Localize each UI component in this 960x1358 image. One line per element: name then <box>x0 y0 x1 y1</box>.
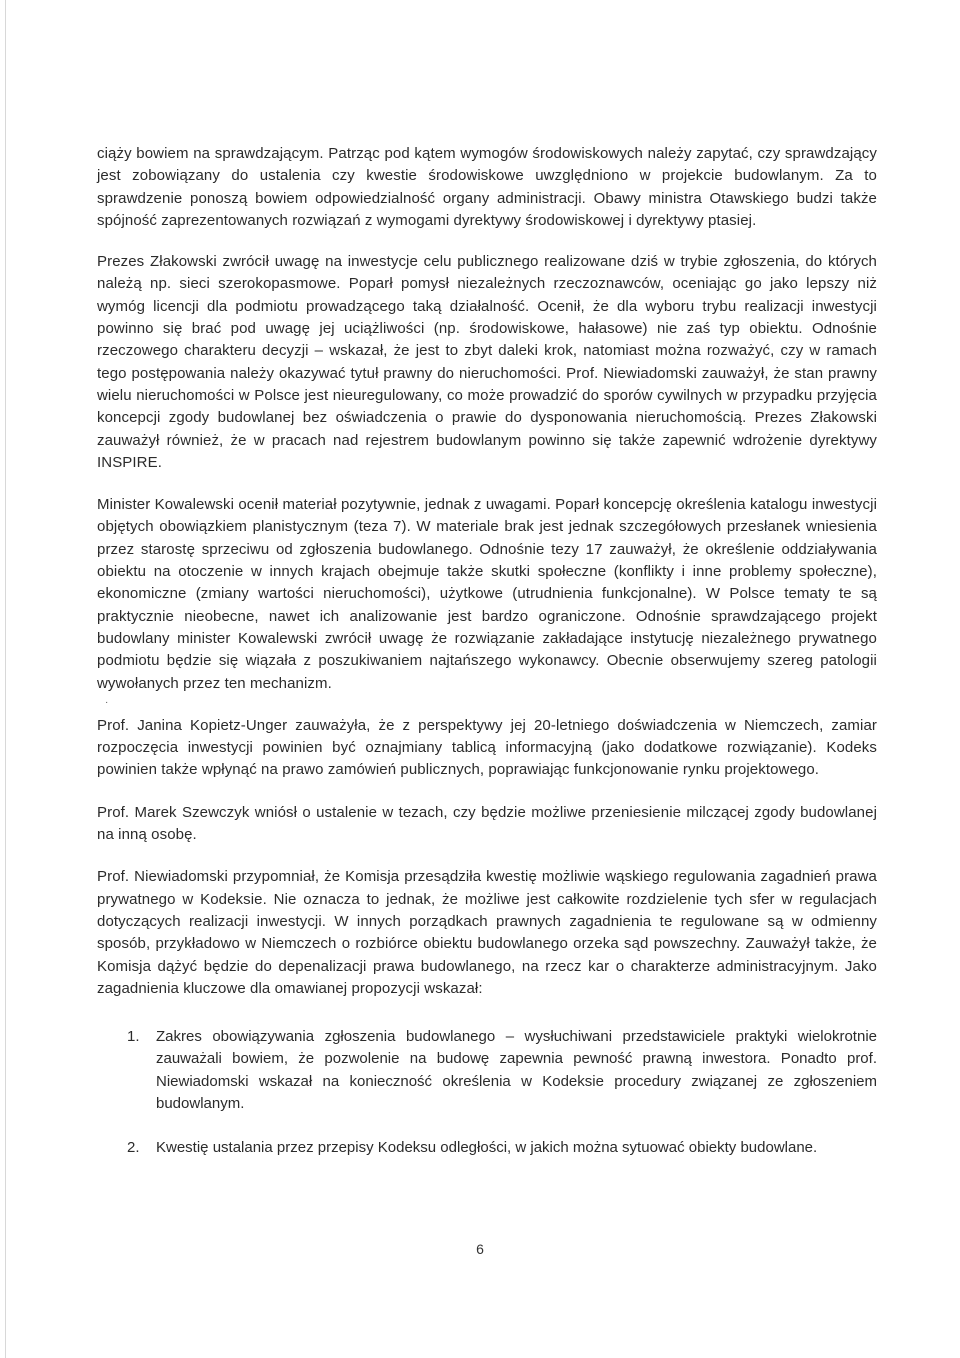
stray-mark-glyph: · <box>105 696 109 708</box>
list-item-number: 2. <box>127 1139 140 1157</box>
list-item <box>97 1137 877 1159</box>
paragraph-5: Prof. Marek Szewczyk wniósł o ustalenie w tezach, czy będzie możliwe przeniesienie milczącej zgody budowlanej na inną osobę. <box>97 803 877 844</box>
paragraph-2: Prezes Złakowski zwrócił uwagę na inwestycje celu publicznego realizowane dziś w trybie zgłoszenia, do których należą np. sieci szerokopasmowe. Poparł pomysł niezależnych rzeczoznawców, oceniając go jako lepszy niż wymóg licencji dla podmiotu prowadzącego taką działalność. Ocenił, że dla wyboru trybu realizacji inwestycji powinno się brać pod uwagę jej uciążliwości (np. środowiskowe, hałasowe) nie zaś typ obiektu. Odnośnie rzeczowego charakteru decyzji – wskazał, że jest to zbyt daleki krok, natomiast można rozważyć, czy w ramach tego postępowania należy okazywać tytuł prawny do nieruchomości. Prof. Niewiadomski zauważył, że stan prawny wielu nieruchomości w Polsce jest nieuregulowany, co może prowadzić do sporów cywilnych w przypadku przyjęcia koncepcji zgody budowlanej bez oświadczenia o prawie do dysponowania nieruchomością. Prezes Złakowski zauważył również, że w pracach nad rejestrem budowlanym powinno się także zapewnić wdrożenie dyrektywy INSPIRE. <box>97 253 877 471</box>
page-number: 6 <box>476 1241 484 1257</box>
list-item-text: Zakres obowiązywania zgłoszenia budowlanego – wysłuchiwani przedstawiciele praktyki wielokrotnie zauważali bowiem, że pozwolenie na budowę zapewnia pewność prawną inwestora. Ponadto prof. Niewiadomski wskazał na konieczność określenia w Kodeksie procedury związanej ze zgłoszeniem budowlanym. <box>156 1028 877 1112</box>
paragraph-1: ciąży bowiem na sprawdzającym. Patrząc pod kątem wymogów środowiskowych należy zapytać, czy sprawdzający jest zobowiązany do ustalenia czy kwestie środowiskowe uwzględniono w projekcie budowlanym. Za to sprawdzenie ponoszą bowiem odpowiedzialność organy administracji. Obawy ministra Otawskiego budzi także spójność zaprezentowanych rozwiązań z wymogami dyrektywy środowiskowej i dyrektywy ptasiej. <box>97 145 877 229</box>
scan-edge-line <box>5 0 6 1358</box>
numbered-list <box>97 1026 877 1159</box>
list-item-text: Kwestię ustalania przez przepisy Kodeksu odległości, w jakich można sytuować obiekty budowlane. <box>156 1139 818 1157</box>
document-body <box>97 143 877 1160</box>
list-item <box>97 1026 877 1115</box>
paragraph-4: Prof. Janina Kopietz-Unger zauważyła, że z perspektywy jej 20-letniego doświadczenia w Niemczech, zamiar rozpoczęcia inwestycji powinien być oznajmiany tablicą informacyjną (jako dodatkowe rozwiązanie). Kodeks powinien także wpłynąć na prawo zamówień publicznych, poprawiając funkcjonowanie rynku projektowego. <box>97 716 877 779</box>
list-item-number: 1. <box>127 1028 140 1046</box>
paragraph-6: Prof. Niewiadomski przypomniał, że Komisja przesądziła kwestię możliwie wąskiego regulowania zagadnień prawa prywatnego w Kodeksie. Nie oznacza to jednak, że możliwe jest całkowite rozdzielenie tych sfer w regulacjach dotyczących realizacji inwestycji. W innych porządkach prawnych zagadnienia te regulowane są w odmienny sposób, przykładowo w Niemczech o rozbiórce obiektu budowlanego orzeka sąd powszechny. Zauważył także, że Komisja dążyć będzie do depenalizacji prawa budowlanego, na rzecz kar o charakterze administracyjnym. Jako zagadnienia kluczowe dla omawianej propozycji wskazał: <box>97 868 877 997</box>
paragraph-3: Minister Kowalewski ocenił materiał pozytywnie, jednak z uwagami. Poparł koncepcję określenia katalogu inwestycji objętych obowiązkiem planistycznym (teza 7). W materiale brak jest jednak szczegółowych przesłanek wniesienia przez starostę sprzeciwu od zgłoszenia budowlanego. Odnośnie tezy 17 zauważył, że określenie oddziaływania obiektu na otoczenie w innych krajach obejmuje także skutki społeczne (konflikty i inne problemy społeczne), ekonomiczne (zmiany wartości nieruchomości), użytkowe (utrudnienia funkcjonalne). W Polsce tematy te są praktycznie nieobecne, nawet ich analizowanie jest bardzo ograniczone. Odnośnie sprawdzającego projekt budowlany minister Kowalewski zwrócił uwagę że rozwiązanie zakładające instytucję niezależnego prywatnego podmiotu będzie się wiązała z poszukiwaniem najtańszego wykonawcy. Obecnie obserwujemy szereg patologii wywołanych przez ten mechanizm. <box>97 496 877 692</box>
